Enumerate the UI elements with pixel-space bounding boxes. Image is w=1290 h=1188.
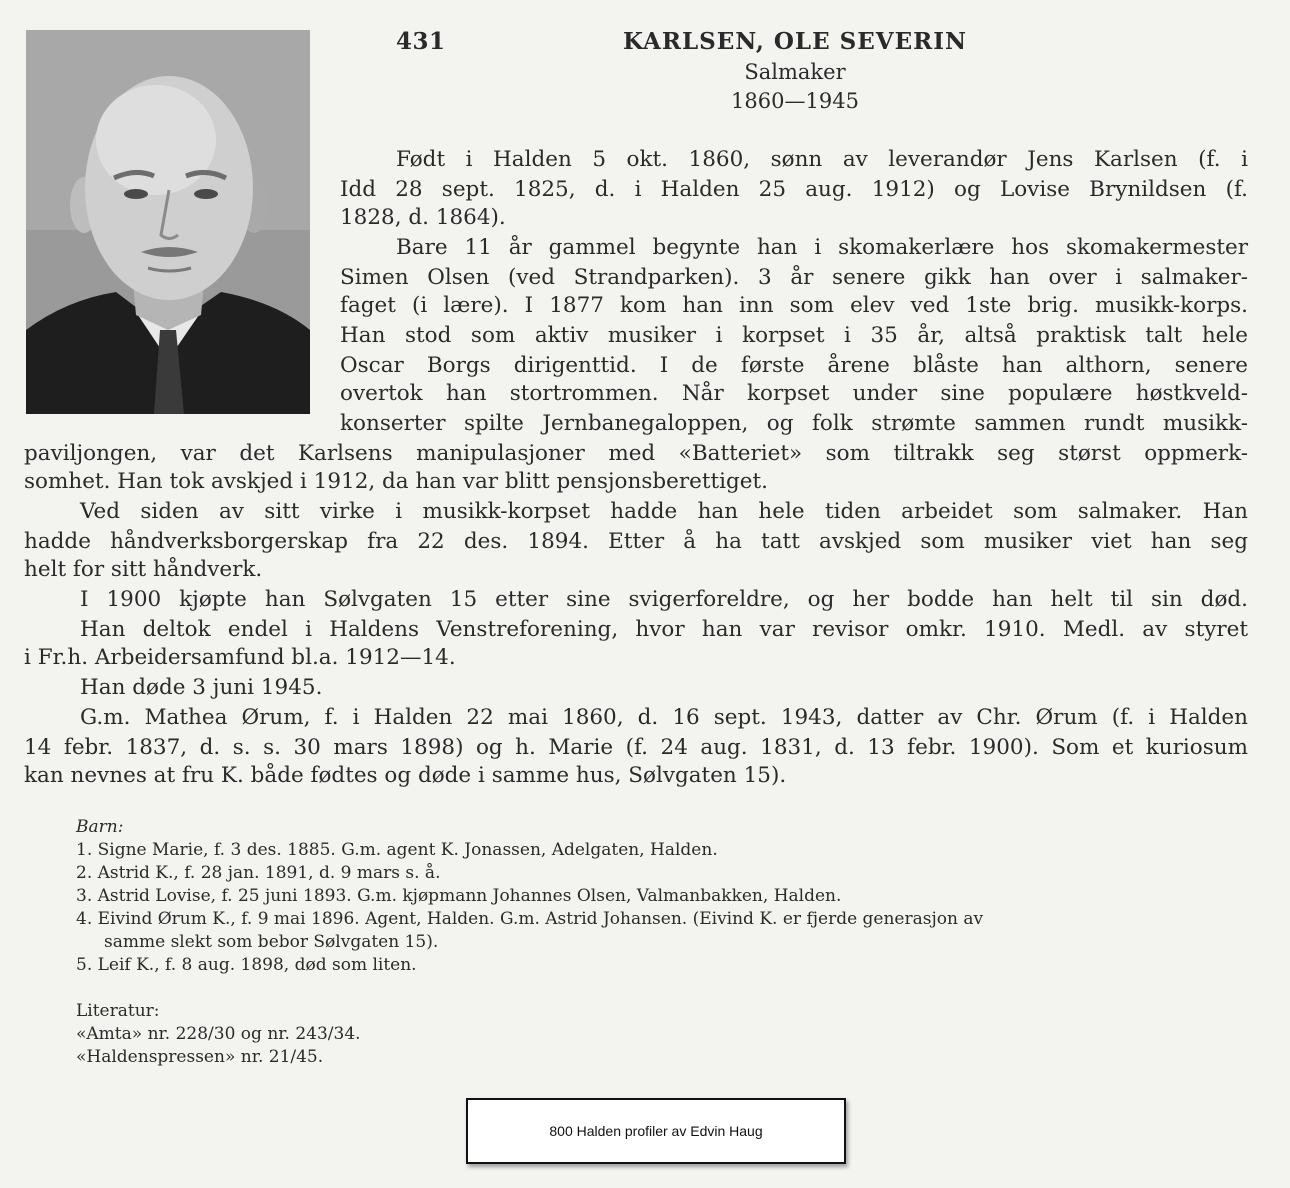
body-line: konserter spilte Jernbanegaloppen, og folk strømte sammen rundt musikk- — [340, 411, 1248, 436]
body-line: Han deltok endel i Haldens Venstreforening, hvor han var revisor omkr. 1910. Medl. av styret — [80, 617, 1248, 642]
body-line: overtok han stortrommen. Når korpset under sine populære høstkveld- — [340, 381, 1248, 406]
body-line: Simen Olsen (ved Strandparken). 3 år senere gikk han over i salmaker- — [340, 265, 1248, 290]
children-heading: Barn: — [76, 817, 124, 837]
body-line: Bare 11 år gammel begynte han i skomakerlære hos skomakermester — [396, 235, 1248, 260]
body-line: i Fr.h. Arbeidersamfund bl.a. 1912—14. — [24, 645, 456, 670]
entry-name: KARLSEN, OLE SEVERIN — [622, 28, 968, 55]
body-line: faget (i lære). I 1877 kom han inn som elev ved 1ste brig. musikk-korps. — [340, 293, 1248, 318]
literature-item: «Amta» nr. 228/30 og nr. 243/34. — [76, 1024, 361, 1044]
portrait-photo — [26, 30, 310, 414]
body-line: 1828, d. 1864). — [340, 205, 506, 230]
body-line: Han døde 3 juni 1945. — [80, 675, 323, 700]
child-item: 4. Eivind Ørum K., f. 9 mai 1896. Agent, Halden. G.m. Astrid Johansen. (Eivind K. er fjerde generasjon av — [76, 909, 984, 929]
body-line: kan nevnes at fru K. både fødtes og døde i samme hus, Sølvgaten 15). — [24, 763, 787, 788]
footer-caption: 800 Halden profiler av Edvin Haug — [549, 1123, 763, 1139]
child-item: 5. Leif K., f. 8 aug. 1898, død som liten. — [76, 955, 417, 975]
body-line: somhet. Han tok avskjed i 1912, da han var blitt pensjonsberettiget. — [24, 469, 768, 494]
body-line: I 1900 kjøpte han Sølvgaten 15 etter sine svigerforeldre, og her bodde han helt til sin død. — [80, 587, 1248, 612]
child-item: 2. Astrid K., f. 28 jan. 1891, d. 9 mars s. å. — [76, 863, 441, 883]
literature-heading: Literatur: — [76, 1001, 160, 1021]
footer-caption-box — [466, 1098, 846, 1164]
portrait-illustration — [26, 30, 310, 414]
literature-item: «Haldenspressen» nr. 21/45. — [76, 1047, 324, 1067]
child-item: 3. Astrid Lovise, f. 25 juni 1893. G.m. kjøpmann Johannes Olsen, Valmanbakken, Halden. — [76, 886, 842, 906]
body-line: Oscar Borgs dirigenttid. I de første årene blåste han althorn, senere — [340, 353, 1248, 378]
page-number: 431 — [396, 28, 446, 55]
body-line: Han stod som aktiv musiker i korpset i 35 år, altså praktisk talt hele — [340, 323, 1248, 348]
body-line: paviljongen, var det Karlsens manipulasjoner med «Batteriet» som tiltrakk seg størst oppmerk- — [24, 441, 1248, 466]
body-line: hadde håndverksborgerskap fra 22 des. 1894. Etter å ha tatt avskjed som musiker viet han seg — [24, 529, 1248, 554]
child-item-continuation: samme slekt som bebor Sølvgaten 15). — [104, 932, 439, 952]
body-line: Ved siden av sitt virke i musikk-korpset hadde han hele tiden arbeidet som salmaker. Han — [80, 499, 1248, 524]
body-line: G.m. Mathea Ørum, f. i Halden 22 mai 1860, d. 16 sept. 1943, datter av Chr. Ørum (f. i Halden — [80, 705, 1248, 730]
body-line: Født i Halden 5 okt. 1860, sønn av leverandør Jens Karlsen (f. i — [396, 147, 1248, 172]
entry-occupation: Salmaker — [744, 60, 846, 84]
entry-years: 1860—1945 — [731, 89, 859, 113]
body-line: 14 febr. 1837, d. s. s. 30 mars 1898) og h. Marie (f. 24 aug. 1831, d. 13 febr. 1900). Som et kuriosum — [24, 735, 1248, 760]
child-item: 1. Signe Marie, f. 3 des. 1885. G.m. agent K. Jonassen, Adelgaten, Halden. — [76, 840, 718, 860]
body-line: Idd 28 sept. 1825, d. i Halden 25 aug. 1912) og Lovise Brynildsen (f. — [340, 177, 1248, 202]
body-line: helt for sitt håndverk. — [24, 557, 263, 582]
